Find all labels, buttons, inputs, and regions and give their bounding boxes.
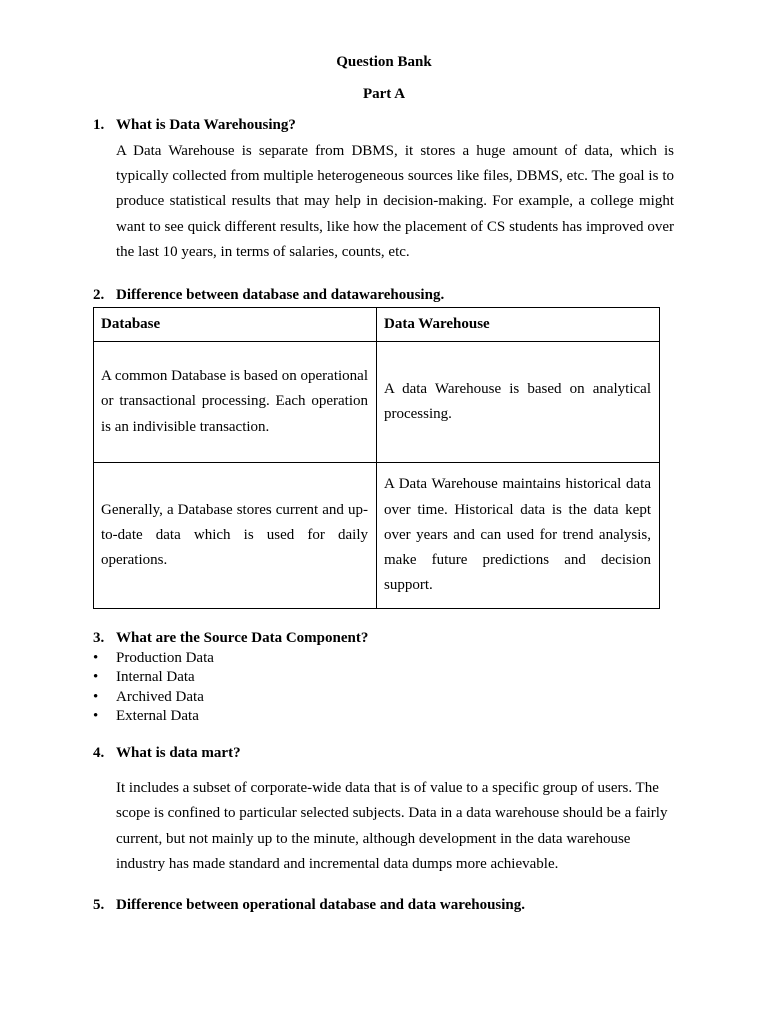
question-5-title: [93, 897, 525, 914]
list-item: • Internal Data: [93, 668, 214, 687]
question-number: 3.: [93, 630, 105, 646]
table-header-cell: Database: [94, 308, 377, 342]
question-text: What is data mart?: [116, 745, 241, 761]
question-1-answer: A Data Warehouse is separate from DBMS, it stores a huge amount of data, which is typically collected from multiple heterogeneous sources like files, DBMS, etc. The goal is to produce statistical results that may help in decision-making. For example, a college might want to see quick different results, like how the placement of CS students has improved over the last 10 years, in terms of salaries, counts, etc.: [116, 143, 674, 260]
table-row: [94, 342, 660, 463]
question-text: Difference between operational database and data warehousing.: [116, 897, 526, 913]
question-number: 1.: [93, 117, 105, 133]
list-item: • Archived Data: [93, 688, 214, 707]
table-cell: A common Database is based on operational or transactional processing. Each operation is an indivisible transaction.: [94, 342, 377, 463]
bullet-icon: •: [93, 707, 99, 724]
document-title: Question Bank: [336, 54, 432, 70]
table-header-cell: Data Warehouse: [377, 308, 660, 342]
comparison-table: [93, 307, 660, 609]
question-text: Difference between database and datawarehousing.: [116, 287, 445, 303]
table-cell: A data Warehouse is based on analytical processing.: [377, 342, 660, 463]
table-row: [94, 463, 660, 609]
question-4-answer: It includes a subset of corporate-wide data that is of value to a specific group of users. The scope is confined to particular selected subjects. Data in a data warehouse should be a fairly current, but not mainly up to the minute, although development in the data warehouse industry has made standard and incremental data dumps more achievable.: [116, 780, 668, 872]
question-number: 5.: [93, 897, 105, 913]
list-item: • External Data: [93, 707, 214, 726]
part-heading: Part A: [362, 86, 406, 102]
question-2-title: [93, 287, 444, 304]
question-number: 2.: [93, 287, 105, 303]
bullet-icon: •: [93, 650, 99, 666]
question-text: What is Data Warehousing?: [116, 117, 296, 133]
table-header-row: [94, 308, 660, 342]
source-data-list: [93, 649, 214, 726]
question-3-title: [93, 630, 368, 647]
question-4-title: [93, 745, 241, 762]
table-cell: A Data Warehouse maintains historical data over time. Historical data is the data kept over years and can used for trend analysis, make future predictions and decision support.: [377, 463, 660, 609]
question-text: What are the Source Data Component?: [116, 630, 369, 646]
list-item: • Production Data: [93, 649, 214, 668]
question-number: 4.: [93, 745, 105, 761]
table-cell: Generally, a Database stores current and up-to-date data which is used for daily operations.: [94, 463, 377, 609]
bullet-icon: •: [93, 688, 99, 705]
question-1-title: [93, 117, 296, 134]
bullet-icon: •: [93, 669, 99, 686]
